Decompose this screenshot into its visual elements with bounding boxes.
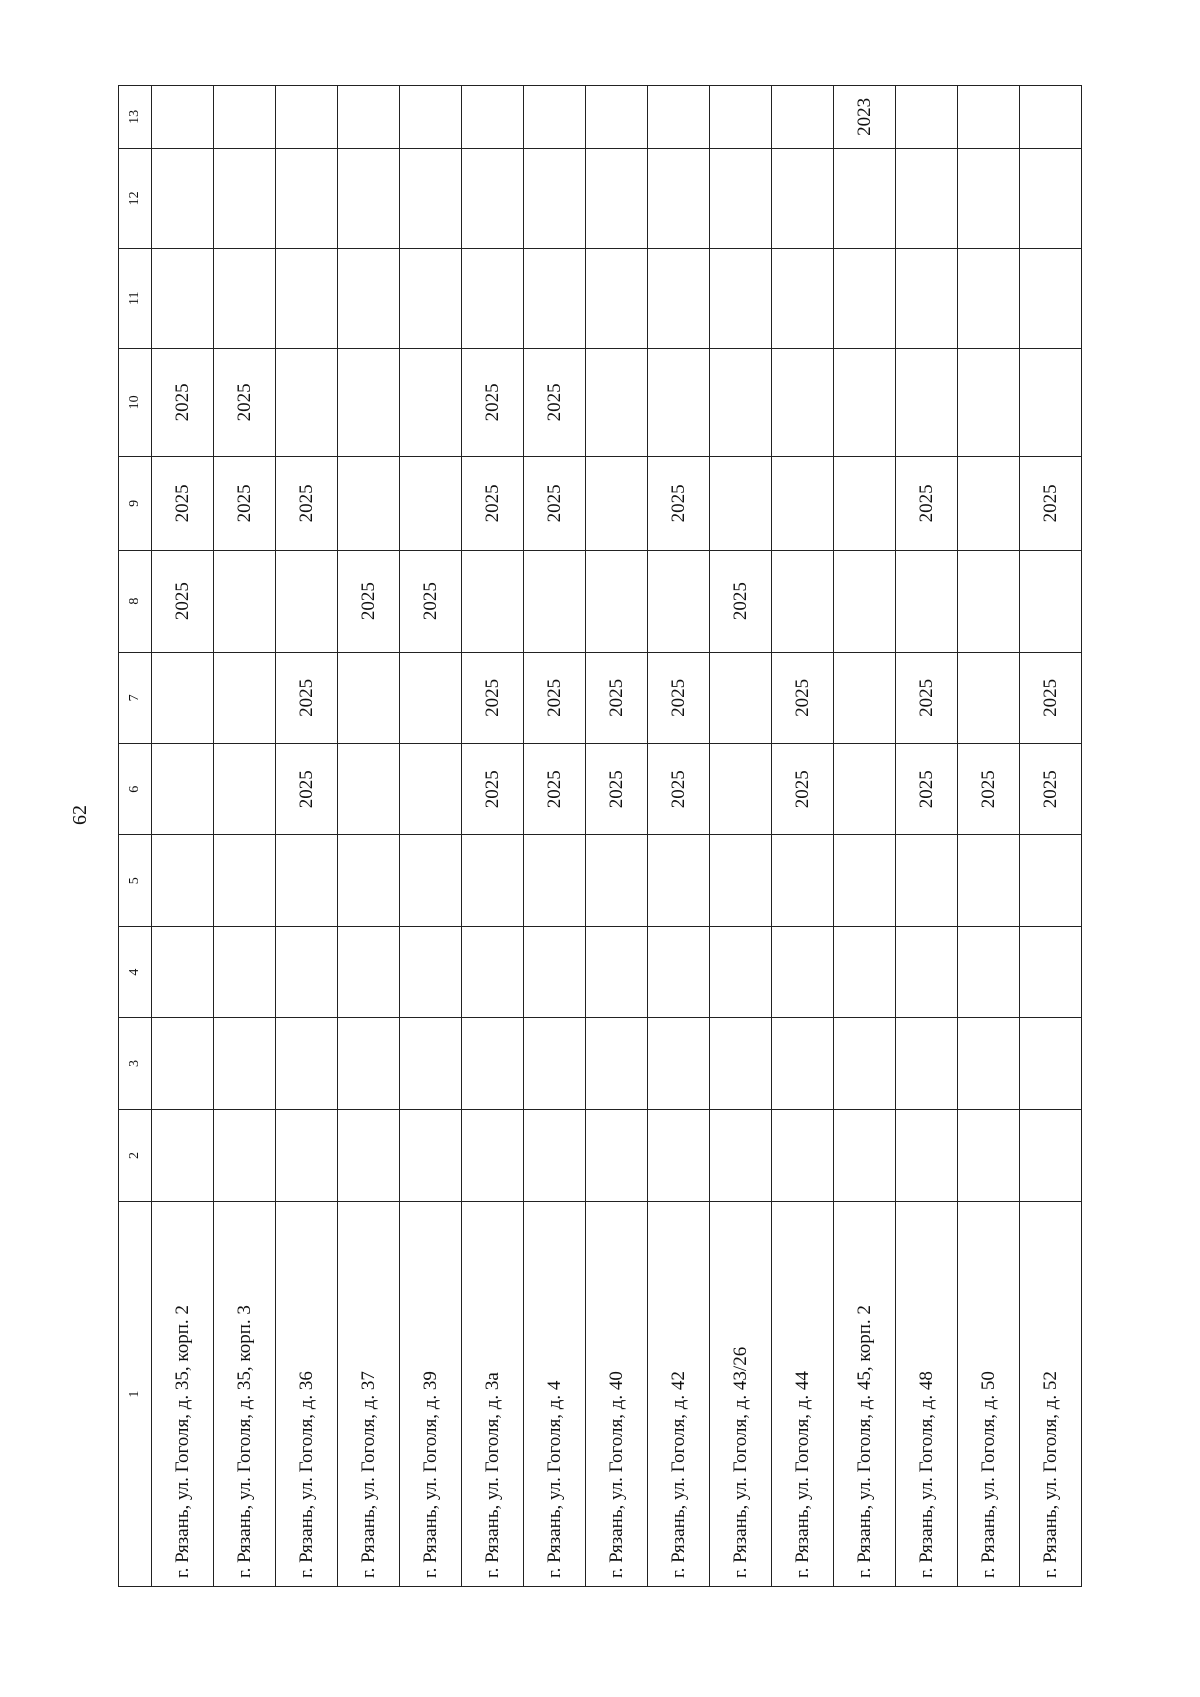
year-cell: [462, 148, 524, 248]
year-cell: [958, 835, 1020, 926]
schedule-table: [118, 85, 1082, 1587]
year-cell: 2025: [462, 348, 524, 456]
year-cell: [586, 550, 648, 652]
year-cell: [462, 1109, 524, 1201]
year-cell: [1020, 1018, 1082, 1109]
year-cell: [710, 348, 772, 456]
year-cell: [462, 1018, 524, 1109]
year-cell: [710, 652, 772, 743]
year-cell: [648, 1018, 710, 1109]
year-cell: [772, 835, 834, 926]
year-cell: [214, 148, 276, 248]
year-cell: [400, 1109, 462, 1201]
header-row: [119, 86, 152, 1587]
year-cell: [586, 1018, 648, 1109]
address-cell: г. Рязань, ул. Гоголя, д. 39: [400, 1202, 462, 1587]
year-cell: [338, 926, 400, 1017]
year-cell: 2025: [896, 744, 958, 835]
address-cell: г. Рязань, ул. Гоголя, д. 4: [524, 1202, 586, 1587]
year-cell: [338, 744, 400, 835]
year-cell: [338, 348, 400, 456]
year-cell: 2025: [896, 652, 958, 743]
year-cell: 2025: [586, 744, 648, 835]
column-header: 6: [119, 744, 152, 835]
year-cell: [648, 926, 710, 1017]
table-row: [834, 86, 896, 1587]
year-cell: [1020, 148, 1082, 248]
year-cell: [400, 348, 462, 456]
page-number: 62: [69, 805, 91, 825]
year-cell: [276, 148, 338, 248]
year-cell: 2025: [896, 457, 958, 551]
year-cell: [896, 1109, 958, 1201]
year-cell: [958, 86, 1020, 149]
year-cell: [524, 86, 586, 149]
year-cell: [152, 1018, 214, 1109]
table-body: [152, 86, 1082, 1587]
year-cell: [338, 835, 400, 926]
table-row: [524, 86, 586, 1587]
year-cell: [586, 348, 648, 456]
year-cell: [648, 248, 710, 348]
year-cell: [772, 550, 834, 652]
year-cell: [338, 86, 400, 149]
year-cell: [834, 652, 896, 743]
year-cell: [710, 86, 772, 149]
year-cell: [338, 1109, 400, 1201]
column-header: 9: [119, 457, 152, 551]
year-cell: 2025: [462, 652, 524, 743]
year-cell: [896, 348, 958, 456]
year-cell: [834, 835, 896, 926]
table-row: [1020, 86, 1082, 1587]
table-row: [214, 86, 276, 1587]
address-cell: г. Рязань, ул. Гоголя, д. 36: [276, 1202, 338, 1587]
address-cell: г. Рязань, ул. Гоголя, д. 37: [338, 1202, 400, 1587]
year-cell: 2025: [524, 744, 586, 835]
year-cell: [400, 457, 462, 551]
year-cell: [834, 348, 896, 456]
year-cell: [648, 835, 710, 926]
year-cell: [710, 744, 772, 835]
year-cell: 2025: [648, 457, 710, 551]
address-cell: г. Рязань, ул. Гоголя, д. 35, корп. 2: [152, 1202, 214, 1587]
year-cell: [1020, 348, 1082, 456]
year-cell: [958, 248, 1020, 348]
year-cell: [772, 926, 834, 1017]
table-row: [462, 86, 524, 1587]
year-cell: [772, 148, 834, 248]
year-cell: [276, 1109, 338, 1201]
year-cell: [276, 835, 338, 926]
table-row: [710, 86, 772, 1587]
year-cell: [710, 1109, 772, 1201]
year-cell: [648, 1109, 710, 1201]
year-cell: [400, 1018, 462, 1109]
year-cell: [834, 1018, 896, 1109]
year-cell: [896, 926, 958, 1017]
year-cell: [152, 1109, 214, 1201]
address-cell: г. Рязань, ул. Гоголя, д. 42: [648, 1202, 710, 1587]
year-cell: [338, 1018, 400, 1109]
year-cell: [958, 926, 1020, 1017]
year-cell: 2025: [958, 744, 1020, 835]
year-cell: [276, 86, 338, 149]
year-cell: 2025: [524, 652, 586, 743]
year-cell: [772, 248, 834, 348]
year-cell: [586, 148, 648, 248]
year-cell: [648, 550, 710, 652]
year-cell: [152, 744, 214, 835]
year-cell: 2025: [710, 550, 772, 652]
year-cell: [710, 835, 772, 926]
column-header: 2: [119, 1109, 152, 1201]
year-cell: [958, 348, 1020, 456]
year-cell: 2025: [214, 348, 276, 456]
column-header: 8: [119, 550, 152, 652]
year-cell: [648, 86, 710, 149]
year-cell: [462, 550, 524, 652]
year-cell: [214, 248, 276, 348]
year-cell: [710, 248, 772, 348]
year-cell: [462, 926, 524, 1017]
year-cell: [214, 652, 276, 743]
table-row: [896, 86, 958, 1587]
table-row: [958, 86, 1020, 1587]
column-header: 4: [119, 926, 152, 1017]
year-cell: 2025: [1020, 652, 1082, 743]
year-cell: 2025: [400, 550, 462, 652]
table-row: [276, 86, 338, 1587]
year-cell: 2025: [276, 744, 338, 835]
year-cell: [710, 1018, 772, 1109]
column-header: 13: [119, 86, 152, 149]
address-cell: г. Рязань, ул. Гоголя, д. 44: [772, 1202, 834, 1587]
year-cell: [772, 348, 834, 456]
year-cell: [896, 550, 958, 652]
year-cell: [958, 1018, 1020, 1109]
year-cell: 2025: [586, 652, 648, 743]
year-cell: [896, 835, 958, 926]
year-cell: [462, 248, 524, 348]
year-cell: 2025: [152, 348, 214, 456]
column-header: 12: [119, 148, 152, 248]
table-container: [118, 85, 1080, 1587]
year-cell: [958, 550, 1020, 652]
year-cell: [710, 926, 772, 1017]
column-header: 10: [119, 348, 152, 456]
column-header: 11: [119, 248, 152, 348]
year-cell: [834, 926, 896, 1017]
year-cell: [524, 1109, 586, 1201]
year-cell: 2025: [152, 457, 214, 551]
year-cell: 2025: [524, 457, 586, 551]
year-cell: [276, 926, 338, 1017]
year-cell: [276, 1018, 338, 1109]
year-cell: [214, 926, 276, 1017]
year-cell: [834, 148, 896, 248]
year-cell: [1020, 550, 1082, 652]
year-cell: [214, 550, 276, 652]
year-cell: [648, 148, 710, 248]
year-cell: [586, 835, 648, 926]
year-cell: [152, 248, 214, 348]
year-cell: [214, 1018, 276, 1109]
year-cell: 2025: [276, 457, 338, 551]
year-cell: [338, 457, 400, 551]
year-cell: [152, 148, 214, 248]
table-row: [152, 86, 214, 1587]
year-cell: [772, 1018, 834, 1109]
year-cell: [400, 652, 462, 743]
year-cell: [834, 457, 896, 551]
year-cell: [1020, 835, 1082, 926]
year-cell: [152, 835, 214, 926]
year-cell: [710, 148, 772, 248]
year-cell: 2025: [462, 457, 524, 551]
year-cell: [214, 744, 276, 835]
year-cell: [958, 652, 1020, 743]
address-cell: г. Рязань, ул. Гоголя, д. 40: [586, 1202, 648, 1587]
year-cell: 2025: [214, 457, 276, 551]
year-cell: [1020, 926, 1082, 1017]
year-cell: [338, 248, 400, 348]
year-cell: [586, 926, 648, 1017]
column-header: 3: [119, 1018, 152, 1109]
year-cell: [152, 926, 214, 1017]
year-cell: [586, 86, 648, 149]
column-header: 1: [119, 1202, 152, 1587]
year-cell: [276, 248, 338, 348]
year-cell: [214, 1109, 276, 1201]
year-cell: [524, 248, 586, 348]
year-cell: 2025: [648, 744, 710, 835]
year-cell: [834, 1109, 896, 1201]
year-cell: [338, 652, 400, 743]
year-cell: [772, 1109, 834, 1201]
year-cell: [214, 86, 276, 149]
year-cell: [896, 1018, 958, 1109]
address-cell: г. Рязань, ул. Гоголя, д. 48: [896, 1202, 958, 1587]
year-cell: [958, 148, 1020, 248]
address-cell: г. Рязань, ул. Гоголя, д. 35, корп. 3: [214, 1202, 276, 1587]
year-cell: [586, 248, 648, 348]
year-cell: [400, 148, 462, 248]
address-cell: г. Рязань, ул. Гоголя, д. 50: [958, 1202, 1020, 1587]
year-cell: [648, 348, 710, 456]
year-cell: 2025: [1020, 457, 1082, 551]
year-cell: [1020, 248, 1082, 348]
year-cell: [834, 550, 896, 652]
year-cell: [772, 457, 834, 551]
year-cell: [400, 248, 462, 348]
year-cell: [152, 86, 214, 149]
year-cell: 2023: [834, 86, 896, 149]
table-row: [586, 86, 648, 1587]
year-cell: [276, 550, 338, 652]
year-cell: [524, 1018, 586, 1109]
year-cell: [338, 148, 400, 248]
year-cell: [710, 457, 772, 551]
year-cell: [1020, 86, 1082, 149]
year-cell: 2025: [152, 550, 214, 652]
year-cell: [214, 835, 276, 926]
year-cell: [772, 86, 834, 149]
year-cell: [462, 835, 524, 926]
address-cell: г. Рязань, ул. Гоголя, д. 45, корп. 2: [834, 1202, 896, 1587]
year-cell: [400, 744, 462, 835]
year-cell: [896, 86, 958, 149]
year-cell: [524, 148, 586, 248]
table-row: [400, 86, 462, 1587]
column-header: 7: [119, 652, 152, 743]
column-header: 5: [119, 835, 152, 926]
year-cell: 2025: [524, 348, 586, 456]
year-cell: 2025: [338, 550, 400, 652]
year-cell: [524, 835, 586, 926]
year-cell: [834, 248, 896, 348]
year-cell: 2025: [462, 744, 524, 835]
year-cell: [524, 550, 586, 652]
year-cell: [400, 926, 462, 1017]
table-row: [338, 86, 400, 1587]
address-cell: г. Рязань, ул. Гоголя, д. 52: [1020, 1202, 1082, 1587]
year-cell: [400, 835, 462, 926]
year-cell: [834, 744, 896, 835]
year-cell: [152, 652, 214, 743]
address-cell: г. Рязань, ул. Гоголя, д. 43/26: [710, 1202, 772, 1587]
year-cell: [586, 457, 648, 551]
table-row: [648, 86, 710, 1587]
year-cell: 2025: [648, 652, 710, 743]
year-cell: [524, 926, 586, 1017]
year-cell: [586, 1109, 648, 1201]
year-cell: [1020, 1109, 1082, 1201]
year-cell: [958, 1109, 1020, 1201]
table-row: [772, 86, 834, 1587]
year-cell: [462, 86, 524, 149]
year-cell: 2025: [772, 744, 834, 835]
year-cell: [896, 248, 958, 348]
year-cell: 2025: [772, 652, 834, 743]
year-cell: [400, 86, 462, 149]
year-cell: [276, 348, 338, 456]
address-cell: г. Рязань, ул. Гоголя, д. 3а: [462, 1202, 524, 1587]
year-cell: [958, 457, 1020, 551]
year-cell: [896, 148, 958, 248]
year-cell: 2025: [1020, 744, 1082, 835]
year-cell: 2025: [276, 652, 338, 743]
